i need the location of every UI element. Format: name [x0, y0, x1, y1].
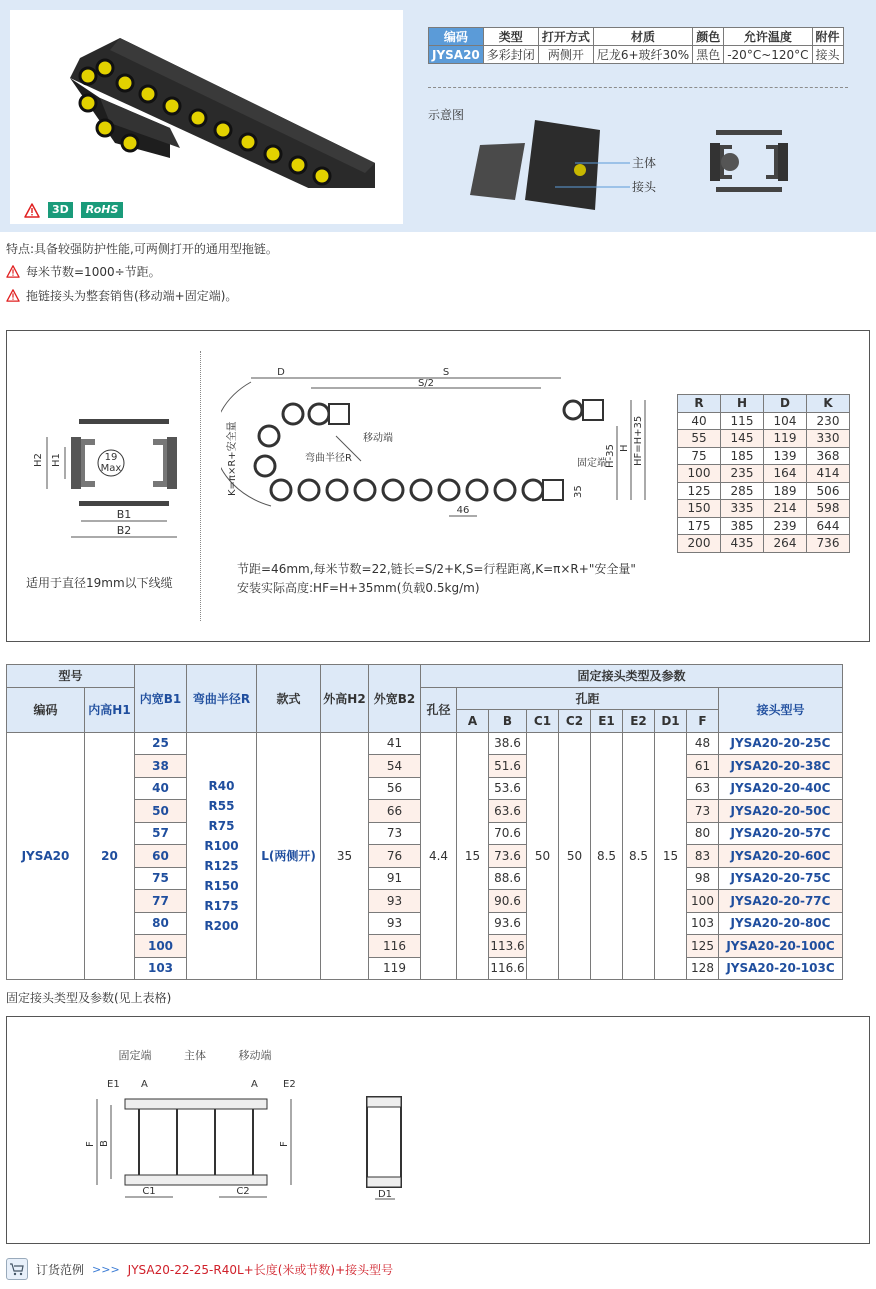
f-cell: 83	[687, 845, 719, 868]
svg-text:F: F	[279, 1141, 290, 1147]
d1-cell: 15	[655, 732, 687, 980]
header-hole-pitch: 孔距	[457, 687, 719, 710]
joint-model-cell: JYSA20-20-100C	[719, 935, 843, 958]
joint-model-cell: JYSA20-20-77C	[719, 890, 843, 913]
spec-header-temp: 允许温度	[724, 28, 812, 46]
spec-header-type: 类型	[483, 28, 538, 46]
spec-accessory: 接头	[812, 46, 843, 64]
svg-text:S/2: S/2	[417, 378, 435, 389]
hole-dia-cell: 4.4	[421, 732, 457, 980]
svg-text:固定端: 固定端	[118, 1049, 152, 1062]
header-inner-width: 内宽B1	[135, 665, 187, 733]
b-cell: 53.6	[489, 777, 527, 800]
spec-material: 尼龙6+玻纤30%	[593, 46, 692, 64]
rh-cell: 164	[764, 465, 807, 483]
outer-width-cell: 119	[369, 957, 421, 980]
side-view-note-2: 安装实际高度:HF=H+35mm(负载0.5kg/m)	[237, 581, 480, 595]
rh-cell: 736	[807, 535, 850, 553]
svg-text:H-35: H-35	[605, 444, 616, 468]
rh-cell: 264	[764, 535, 807, 553]
outer-width-cell: 54	[369, 755, 421, 778]
svg-text:D1: D1	[377, 1189, 393, 1200]
b-cell: 73.6	[489, 845, 527, 868]
main-spec-table	[6, 664, 843, 980]
outer-width-cell: 56	[369, 777, 421, 800]
outer-height-cell: 35	[321, 732, 369, 980]
svg-text:35: 35	[573, 485, 584, 498]
warning-icon	[24, 203, 40, 218]
header-col-a: A	[457, 710, 489, 733]
radius-height-table	[677, 394, 850, 553]
header-joint-model: 接头型号	[719, 687, 843, 732]
warning-icon	[6, 289, 20, 302]
schematic-image	[470, 115, 850, 210]
rh-cell: 100	[678, 465, 721, 483]
f-cell: 48	[687, 732, 719, 755]
b-cell: 116.6	[489, 957, 527, 980]
rh-cell: 285	[721, 482, 764, 500]
feature-main: 特点:具备较强防护性能,可两侧打开的通用型拖链。	[6, 242, 278, 256]
f-cell: 125	[687, 935, 719, 958]
rh-cell: 239	[764, 517, 807, 535]
callout-joint: 接头	[632, 180, 657, 194]
rh-cell: 189	[764, 482, 807, 500]
rh-cell: 139	[764, 447, 807, 465]
b-cell: 90.6	[489, 890, 527, 913]
table-row	[7, 732, 843, 755]
e2-cell: 8.5	[623, 732, 655, 980]
side-view-note-1: 节距=46mm,每米节数=22,链长=S/2+K,S=行程距离,K=π×R+"安全量"	[237, 562, 636, 576]
joint-section-title: 固定接头类型及参数(见上表格)	[6, 991, 172, 1005]
svg-text:46: 46	[456, 505, 470, 516]
svg-text:移动端: 移动端	[363, 433, 393, 444]
rh-cell: 75	[678, 447, 721, 465]
cross-section-drawing	[29, 401, 199, 551]
header-bend-radius: 弯曲半径R	[187, 665, 257, 733]
divider	[428, 87, 848, 88]
svg-text:H: H	[619, 444, 630, 452]
joint-model-cell: JYSA20-20-80C	[719, 912, 843, 935]
spec-header-material: 材质	[593, 28, 692, 46]
outer-width-cell: 93	[369, 890, 421, 913]
note-text: 每米节数=1000÷节距。	[26, 265, 161, 279]
side-view-drawing	[221, 366, 661, 526]
order-example-code: JYSA20-22-25-R40L+长度(米或节数)+接头型号	[127, 1262, 394, 1277]
rh-cell: 145	[721, 430, 764, 448]
joint-panel	[6, 1016, 870, 1244]
svg-text:19: 19	[104, 452, 118, 463]
feature-note-2	[6, 287, 237, 304]
spec-color: 黑色	[693, 46, 724, 64]
rohs-badge: RoHS	[81, 202, 124, 218]
svg-text:B: B	[99, 1140, 110, 1147]
rh-cell: 119	[764, 430, 807, 448]
inner-width-cell: 25	[135, 732, 187, 755]
f-cell: 63	[687, 777, 719, 800]
header-inner-height: 内高H1	[85, 687, 135, 732]
header-outer-width: 外宽B2	[369, 665, 421, 733]
outer-width-cell: 66	[369, 800, 421, 823]
f-cell: 80	[687, 822, 719, 845]
order-label: 订货范例	[36, 1262, 85, 1277]
svg-text:K=π×R+安全量: K=π×R+安全量	[227, 421, 238, 496]
svg-text:B2: B2	[116, 524, 132, 537]
header-col-d1: D1	[655, 710, 687, 733]
joint-model-cell: JYSA20-20-38C	[719, 755, 843, 778]
rh-cell: 185	[721, 447, 764, 465]
inner-width-cell: 100	[135, 935, 187, 958]
rh-cell: 385	[721, 517, 764, 535]
spec-code: JYSA20	[429, 46, 484, 64]
svg-text:E1: E1	[107, 1079, 120, 1090]
svg-text:C2: C2	[236, 1186, 250, 1197]
rh-row	[678, 517, 850, 535]
header-hole-dia: 孔径	[421, 687, 457, 732]
rh-cell: 435	[721, 535, 764, 553]
f-cell: 98	[687, 867, 719, 890]
rh-cell: 175	[678, 517, 721, 535]
cart-icon	[6, 1258, 28, 1280]
inner-width-cell: 40	[135, 777, 187, 800]
rh-cell: 125	[678, 482, 721, 500]
f-cell: 61	[687, 755, 719, 778]
outer-width-cell: 73	[369, 822, 421, 845]
3d-badge: 3D	[48, 202, 73, 218]
outer-width-cell: 91	[369, 867, 421, 890]
inner-width-cell: 60	[135, 845, 187, 868]
rh-cell: 335	[721, 500, 764, 518]
svg-text:Max: Max	[100, 463, 122, 474]
c1-cell: 50	[527, 732, 559, 980]
spec-header-code: 编码	[429, 28, 484, 46]
joint-model-cell: JYSA20-20-103C	[719, 957, 843, 980]
spec-header-color: 颜色	[693, 28, 724, 46]
b-cell: 93.6	[489, 912, 527, 935]
rh-header: D	[764, 395, 807, 413]
inner-width-cell: 80	[135, 912, 187, 935]
spec-type: 多彩封闭	[483, 46, 538, 64]
drag-chain-product-image	[30, 28, 380, 188]
code-cell: JYSA20	[7, 732, 85, 980]
outer-width-cell: 41	[369, 732, 421, 755]
bend-radius-cell: R40 R55 R75 R100 R125 R150 R175 R200	[187, 732, 257, 980]
rh-row	[678, 482, 850, 500]
rh-cell: 368	[807, 447, 850, 465]
header-col-e1: E1	[591, 710, 623, 733]
svg-text:A: A	[141, 1079, 148, 1090]
f-cell: 73	[687, 800, 719, 823]
rh-cell: 214	[764, 500, 807, 518]
rh-cell: 330	[807, 430, 850, 448]
e1-cell: 8.5	[591, 732, 623, 980]
rh-cell: 235	[721, 465, 764, 483]
outer-width-cell: 116	[369, 935, 421, 958]
b-cell: 88.6	[489, 867, 527, 890]
spec-temp: -20°C~120°C	[724, 46, 812, 64]
joint-model-cell: JYSA20-20-50C	[719, 800, 843, 823]
note-text: 拖链接头为整套销售(移动端+固定端)。	[26, 289, 238, 303]
f-cell: 128	[687, 957, 719, 980]
header-fixed-joint: 固定接头类型及参数	[421, 665, 843, 688]
rh-cell: 150	[678, 500, 721, 518]
inner-width-cell: 77	[135, 890, 187, 913]
warning-icon	[6, 265, 20, 278]
rh-row	[678, 447, 850, 465]
outer-width-cell: 93	[369, 912, 421, 935]
svg-text:H2: H2	[33, 453, 44, 467]
joint-model-cell: JYSA20-20-57C	[719, 822, 843, 845]
feature-note-1	[6, 263, 161, 280]
f-cell: 103	[687, 912, 719, 935]
rh-row	[678, 535, 850, 553]
rh-row	[678, 430, 850, 448]
svg-text:弯曲半径R: 弯曲半径R	[305, 453, 352, 464]
callout-body: 主体	[632, 156, 657, 170]
badges	[24, 202, 123, 218]
svg-text:D: D	[277, 367, 285, 378]
header-col-c2: C2	[559, 710, 591, 733]
rh-cell: 644	[807, 517, 850, 535]
b-cell: 51.6	[489, 755, 527, 778]
b-cell: 63.6	[489, 800, 527, 823]
svg-text:E2: E2	[283, 1079, 296, 1090]
inner-width-cell: 103	[135, 957, 187, 980]
svg-text:F: F	[85, 1141, 96, 1147]
joint-model-cell: JYSA20-20-75C	[719, 867, 843, 890]
header-col-e2: E2	[623, 710, 655, 733]
joint-model-cell: JYSA20-20-25C	[719, 732, 843, 755]
outer-width-cell: 76	[369, 845, 421, 868]
b-cell: 70.6	[489, 822, 527, 845]
header-col-c1: C1	[527, 710, 559, 733]
rh-cell: 598	[807, 500, 850, 518]
inner-width-cell: 50	[135, 800, 187, 823]
header-model: 型号	[7, 665, 135, 688]
b-cell: 38.6	[489, 732, 527, 755]
inner-width-cell: 38	[135, 755, 187, 778]
spec-header-accessory: 附件	[812, 28, 843, 46]
a-cell: 15	[457, 732, 489, 980]
rh-cell: 414	[807, 465, 850, 483]
arrows-icon: >>>	[92, 1262, 120, 1276]
f-cell: 100	[687, 890, 719, 913]
rh-cell: 230	[807, 412, 850, 430]
svg-text:B1: B1	[116, 508, 132, 521]
inner-width-cell: 57	[135, 822, 187, 845]
rh-cell: 115	[721, 412, 764, 430]
rh-cell: 200	[678, 535, 721, 553]
rh-header: H	[721, 395, 764, 413]
inner-height-cell: 20	[85, 732, 135, 980]
header-code: 编码	[7, 687, 85, 732]
header-outer-height: 外高H2	[321, 665, 369, 733]
svg-text:主体: 主体	[184, 1049, 206, 1062]
rh-row	[678, 412, 850, 430]
joint-drawing	[83, 1047, 423, 1207]
spec-header-open: 打开方式	[538, 28, 593, 46]
schematic-label: 示意图	[428, 108, 465, 122]
spec-table	[428, 27, 844, 64]
svg-text:C1: C1	[142, 1186, 156, 1197]
panel-divider	[200, 351, 201, 621]
svg-text:HF=H+35: HF=H+35	[633, 415, 644, 466]
svg-text:移动端: 移动端	[238, 1049, 272, 1062]
cross-section-caption: 适用于直径19mm以下线缆	[26, 576, 173, 590]
header-col-f: F	[687, 710, 719, 733]
joint-model-cell: JYSA20-20-40C	[719, 777, 843, 800]
inner-width-cell: 75	[135, 867, 187, 890]
style-cell: L(两侧开)	[257, 732, 321, 980]
svg-text:H1: H1	[51, 453, 62, 467]
svg-text:A: A	[251, 1079, 258, 1090]
rh-header: R	[678, 395, 721, 413]
rh-cell: 40	[678, 412, 721, 430]
rh-row	[678, 500, 850, 518]
svg-text:固定端: 固定端	[577, 458, 607, 469]
rh-header: K	[807, 395, 850, 413]
b-cell: 113.6	[489, 935, 527, 958]
spec-open: 两侧开	[538, 46, 593, 64]
order-example	[6, 1258, 393, 1280]
rh-cell: 506	[807, 482, 850, 500]
rh-row	[678, 465, 850, 483]
rh-cell: 55	[678, 430, 721, 448]
rh-cell: 104	[764, 412, 807, 430]
product-image-box	[10, 10, 403, 224]
joint-model-cell: JYSA20-20-60C	[719, 845, 843, 868]
svg-text:S: S	[442, 367, 450, 378]
header-col-b: B	[489, 710, 527, 733]
c2-cell: 50	[559, 732, 591, 980]
header-style: 款式	[257, 665, 321, 733]
